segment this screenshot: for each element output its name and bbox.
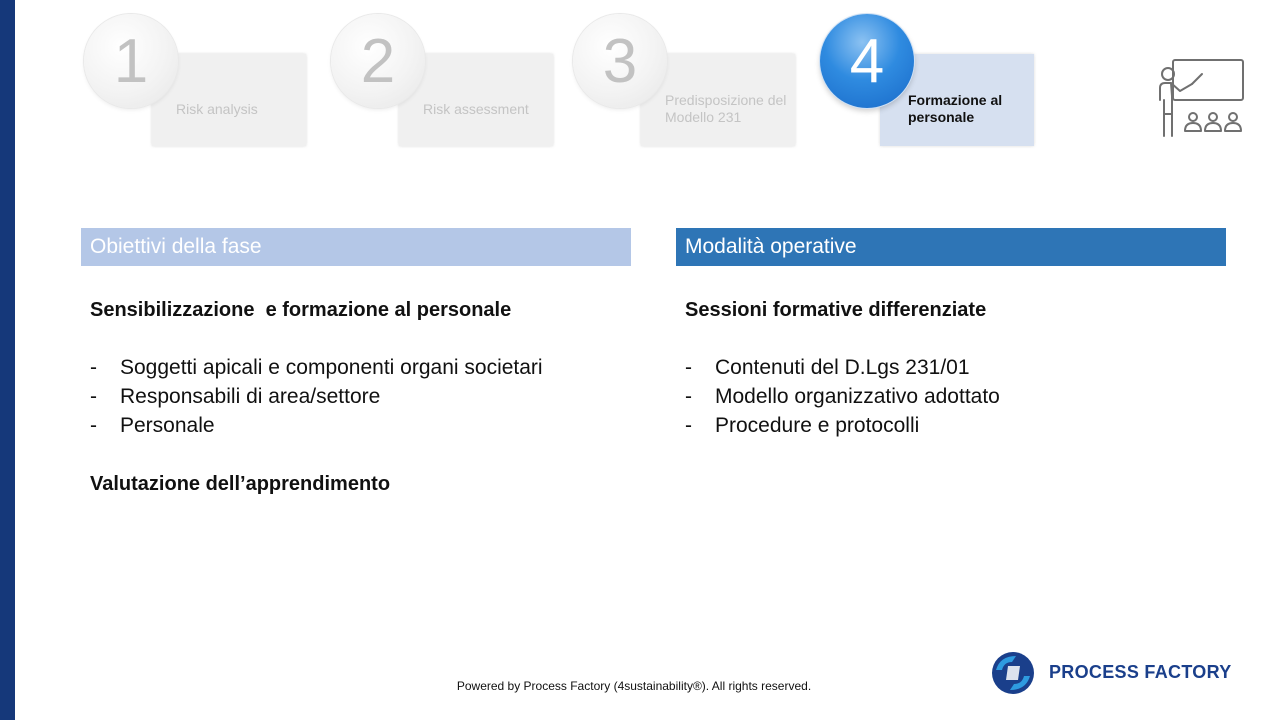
objectives-heading: Sensibilizzazione e formazione al personale bbox=[90, 299, 512, 321]
objectives-header: Obiettivi della fase bbox=[81, 228, 631, 266]
operating-modes-content bbox=[685, 296, 1245, 440]
footer-copyright: Powered by Process Factory (4sustainability®). All rights reserved. bbox=[456, 679, 812, 693]
step-2 bbox=[331, 14, 571, 154]
step-label: Risk assessment bbox=[423, 100, 529, 117]
operating-modes-heading: Sessioni formative differenziate bbox=[685, 299, 987, 321]
list-item: - Procedure e protocolli bbox=[685, 414, 920, 437]
list-item: - Responsabili di area/settore bbox=[90, 385, 381, 408]
step-3 bbox=[573, 14, 813, 154]
step-4 bbox=[820, 14, 1060, 154]
list-item: - Modello organizzativo adottato bbox=[685, 385, 1000, 408]
teacher-presentation-icon bbox=[1156, 56, 1246, 140]
step-number: 2 bbox=[331, 14, 425, 108]
list-item: - Contenuti del D.Lgs 231/01 bbox=[685, 356, 970, 379]
evaluation-heading: Valutazione dell’apprendimento bbox=[90, 473, 391, 495]
list-item: - Soggetti apicali e componenti organi societari bbox=[90, 356, 543, 379]
logo-text: PROCESS FACTORY bbox=[1049, 662, 1232, 682]
objectives-list bbox=[90, 353, 650, 440]
step-number: 1 bbox=[84, 14, 178, 108]
step-label: Formazione al personale bbox=[908, 92, 1003, 125]
step-1 bbox=[84, 14, 324, 154]
operating-modes-header: Modalità operative bbox=[676, 228, 1226, 266]
left-accent-bar bbox=[0, 0, 15, 720]
step-label: Predisposizione del Modello 231 bbox=[665, 92, 787, 125]
step-label: Risk analysis bbox=[176, 100, 258, 117]
step-number: 3 bbox=[573, 14, 667, 108]
step-number: 4 bbox=[820, 14, 914, 108]
list-item: - Personale bbox=[90, 414, 215, 437]
objectives-content bbox=[90, 296, 650, 498]
operating-modes-list bbox=[685, 353, 1245, 440]
process-factory-logo-icon bbox=[988, 650, 1042, 696]
process-factory-logo bbox=[988, 650, 1238, 696]
